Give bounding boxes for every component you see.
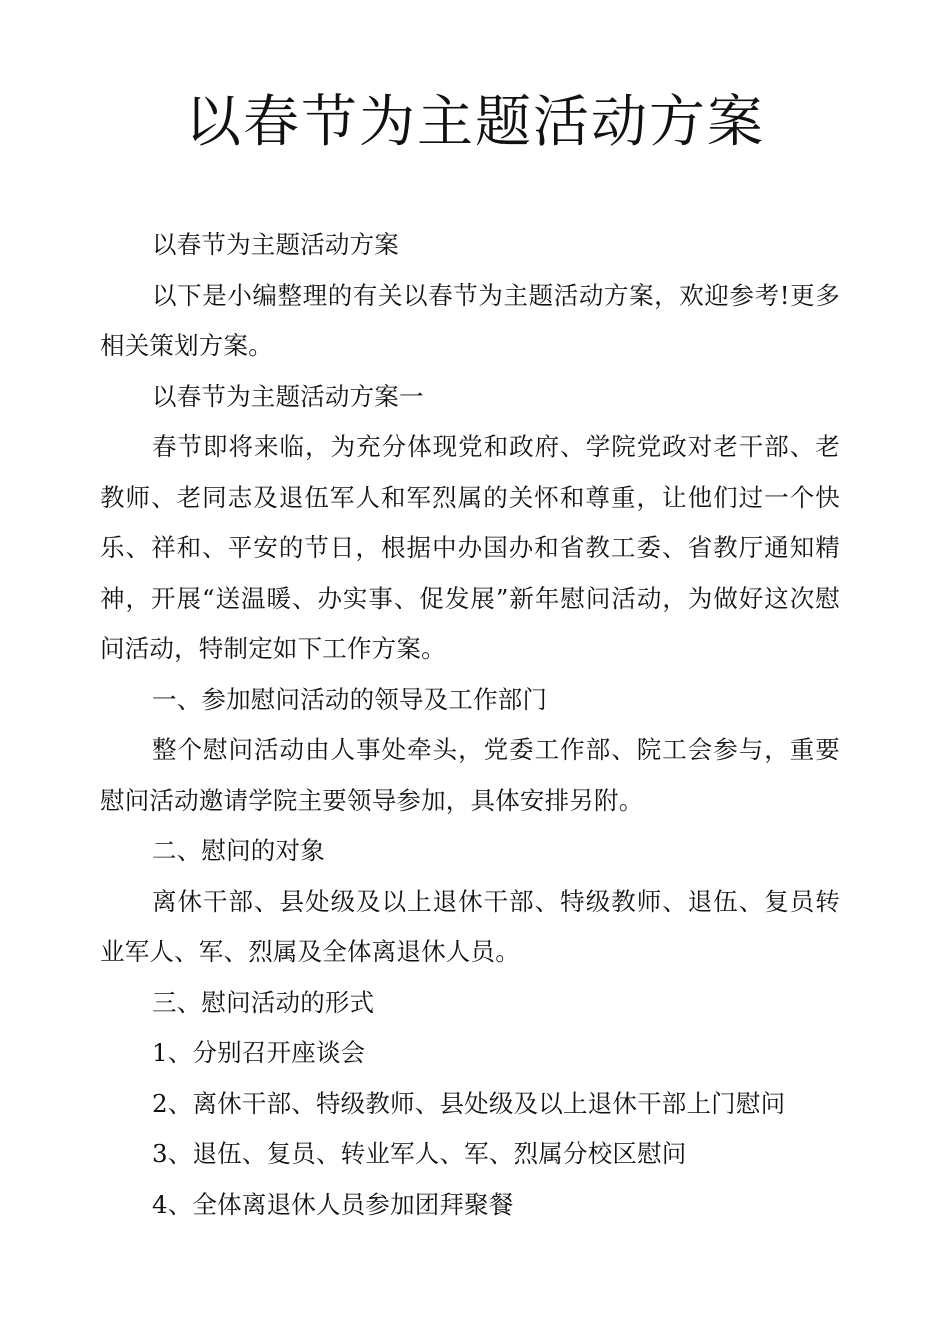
section-heading: 一、参加慰问活动的领导及工作部门	[152, 684, 548, 714]
list-item: 2、离休干部、特级教师、县处级及以上退休干部上门慰问	[152, 1088, 786, 1118]
list-item: 3、退伍、复员、转业军人、军、烈属分校区慰问	[152, 1139, 687, 1168]
paragraph: 离休干部、县处级及以上退休干部、特级教师、退伍、复员转业军人、军、烈属及全体离退休人员。	[100, 886, 840, 966]
paragraph: 以下是小编整理的有关以春节为主题活动方案，欢迎参考!更多相关策划方案。	[100, 280, 840, 360]
paragraph: 春节即将来临，为充分体现党和政府、学院党政对老干部、老教师、老同志及退伍军人和军烈属的关怀和尊重，让他们过一个快乐、祥和、平安的节日，根据中办国办和省教工委、省教厅通知精神，开展“送温暖、办实事、促发展”新年慰问活动，为做好这次慰问活动，特制定如下工作方案。	[100, 432, 840, 663]
section-heading: 以春节为主题活动方案一	[152, 381, 424, 411]
section-heading: 三、慰问活动的形式	[152, 987, 375, 1017]
section-heading: 二、慰问的对象	[152, 836, 325, 865]
paragraph: 整个慰问活动由人事处牵头，党委工作部、院工会参与，重要慰问活动邀请学院主要领导参加，具体安排另附。	[100, 735, 840, 815]
list-item: 1、分别召开座谈会	[152, 1038, 366, 1067]
document-body	[100, 220, 840, 1230]
list-item: 4、全体离退休人员参加团拜聚餐	[152, 1189, 514, 1219]
paragraph: 以春节为主题活动方案	[152, 230, 399, 259]
document-title: 以春节为主题活动方案	[185, 90, 765, 155]
